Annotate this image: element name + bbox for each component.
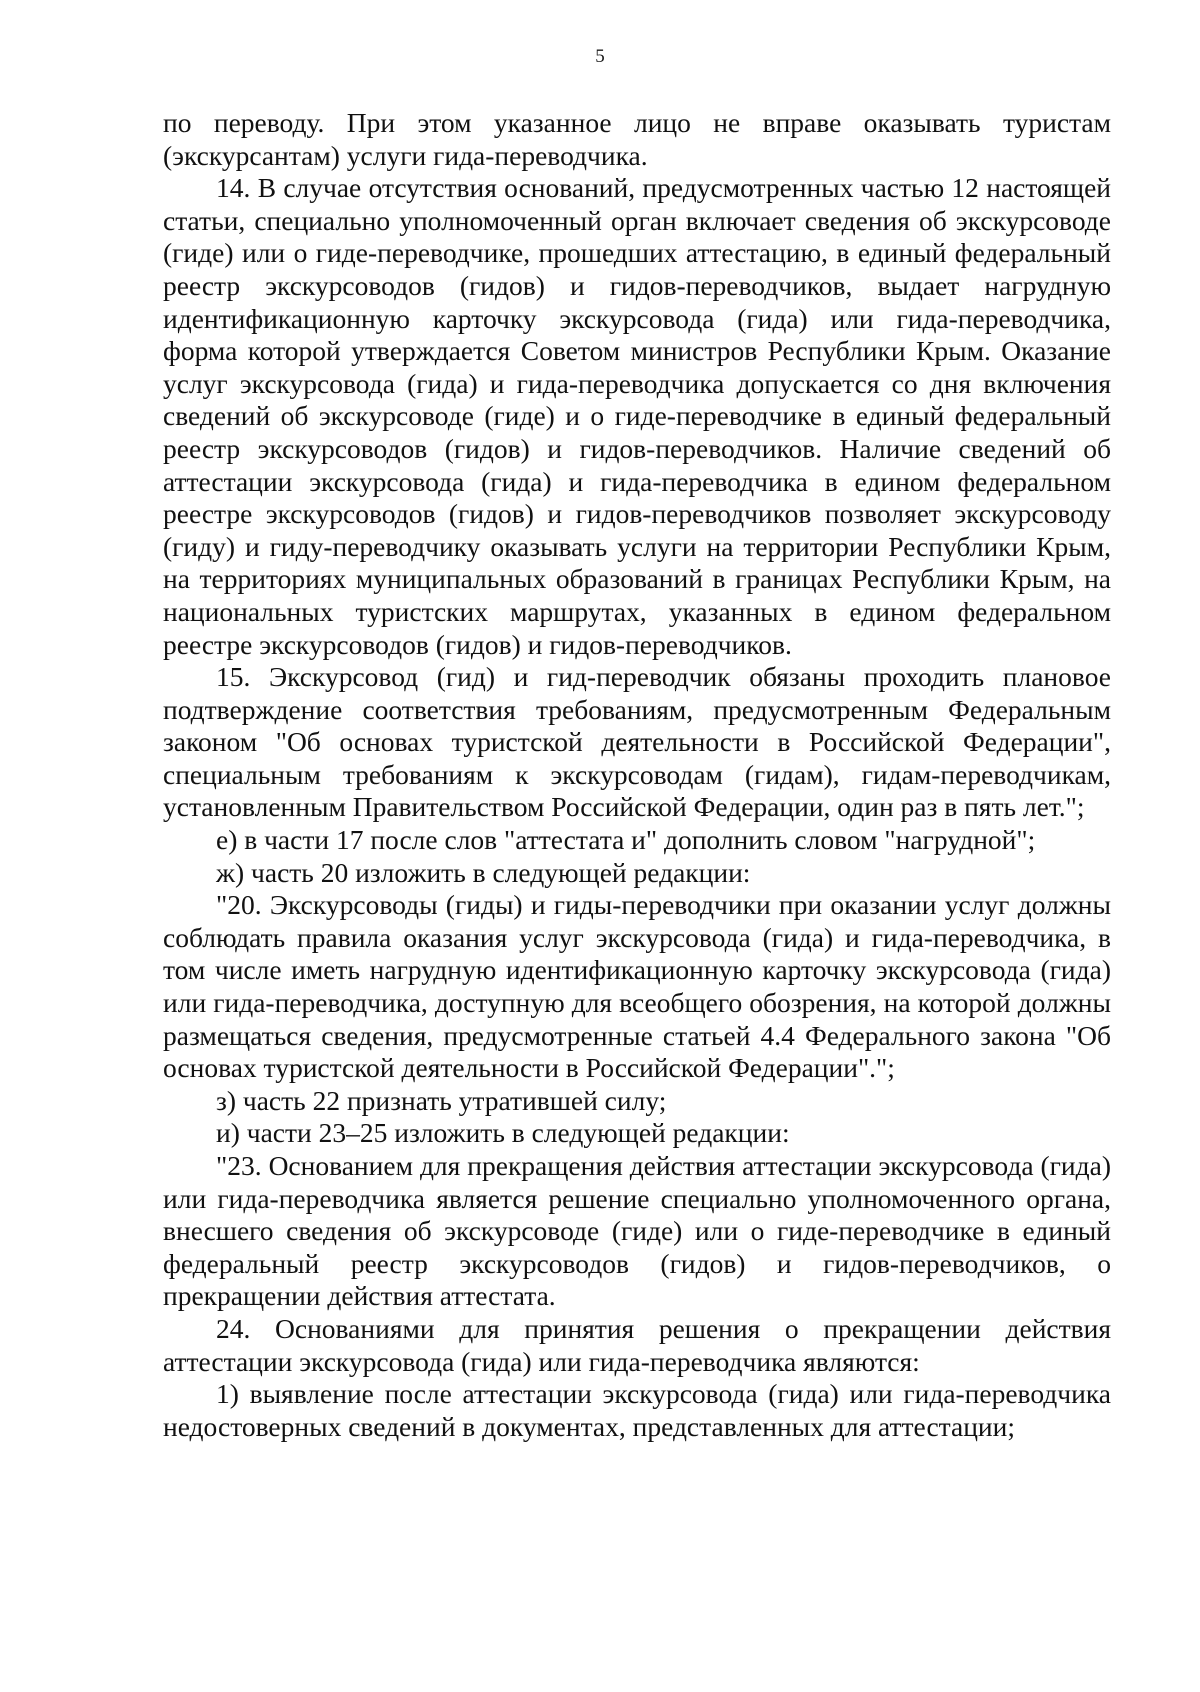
paragraph-item-23: "23. Основанием для прекращения действия аттестации экскурсовода (гида) или гида-переводчика является решение специально уполномоченного органа, внесшего сведения об экскурсоводе (гиде) или о гиде-переводчике в единый федеральный реестр экскурсоводов (гидов) и гидов-переводчиков, о прекращении действия аттестата. [163, 1150, 1111, 1312]
paragraph-item-24: 24. Основаниями для принятия решения о прекращении действия аттестации экскурсовода (гида) или гида-переводчика являются: [163, 1312, 1111, 1377]
document-body [163, 107, 1111, 1443]
paragraph-subitem-zh: ж) часть 20 изложить в следующей редакции: [216, 856, 751, 888]
paragraph-subitem-i: и) части 23–25 изложить в следующей редакции: [216, 1117, 790, 1149]
paragraph-item-24-1: 1) выявление после аттестации экскурсовода (гида) или гида-переводчика недостоверных сведений в документах, представленных для аттестации; [163, 1378, 1111, 1442]
page-number: 5 [595, 46, 605, 67]
paragraph-item-14: 14. В случае отсутствия оснований, предусмотренных частью 12 настоящей статьи, специально уполномоченный орган включает сведения об экскурсоводе (гиде) или о гиде-переводчике, прошедших аттестацию, в единый федеральный реестр экскурсоводов (гидов) и гидов-переводчиков, выдает нагрудную идентификационную карточку экскурсовода (гида) или гида-переводчика, форма которой утверждается Советом министров Республики Крым. Оказание услуг экскурсовода (гида) и гида-переводчика допускается со дня включения сведений об экскурсоводе (гиде) и о гиде-переводчике в единый федеральный реестр экскурсоводов (гидов) и гидов-переводчиков. Наличие сведений об аттестации экскурсовода (гида) и гида-переводчика в едином федеральном реестре экскурсоводов (гидов) и гидов-переводчиков позволяет экскурсоводу (гиду) и гиду-переводчику оказывать услуги на территории Республики Крым, на территориях муниципальных образований в границах Республики Крым, на национальных туристских маршрутах, указанных в едином федеральном реестре экскурсоводов (гидов) и гидов-переводчиков. [163, 172, 1111, 660]
paragraph-item-15: 15. Экскурсовод (гид) и гид-переводчик обязаны проходить плановое подтверждение соответствия требованиям, предусмотренным Федеральным законом "Об основах туристской деятельности в Российской Федерации", специальным требованиям к экскурсоводам (гидам), гидам-переводчикам, установленным Правительством Российской Федерации, один раз в пять лет."; [163, 661, 1111, 823]
paragraph-continuation: по переводу. При этом указанное лицо не вправе оказывать туристам (экскурсантам) услуги гида-переводчика. [163, 107, 1111, 171]
paragraph-subitem-e: е) в части 17 после слов "аттестата и" дополнить словом "нагрудной"; [216, 824, 1036, 856]
paragraph-item-20: "20. Экскурсоводы (гиды) и гиды-переводчики при оказании услуг должны соблюдать правила оказания услуг экскурсовода (гида) и гида-переводчика, в том числе иметь нагрудную идентификационную карточку экскурсовода (гида) или гида-переводчика, доступную для всеобщего обозрения, на которой должны размещаться сведения, предусмотренные статьей 4.4 Федерального закона "Об основах туристской деятельности в Российской Федерации"."; [163, 889, 1111, 1084]
paragraph-subitem-z: з) часть 22 признать утратившей силу; [216, 1084, 667, 1116]
